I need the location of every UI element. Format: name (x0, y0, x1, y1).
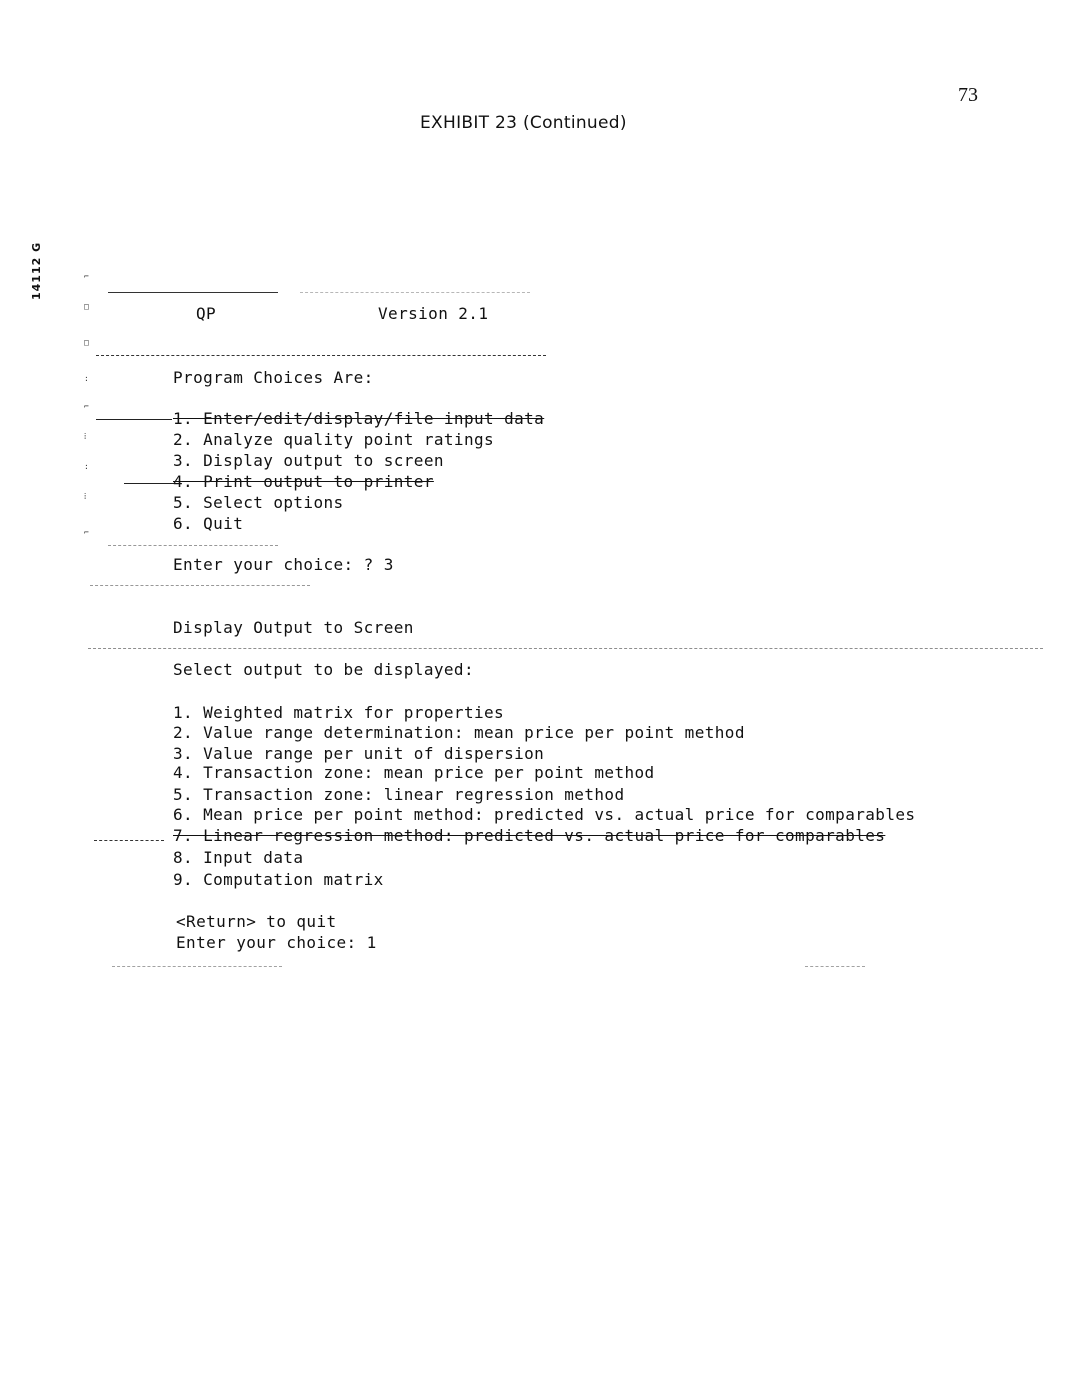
display-item-4: 4. Transaction zone: mean price per point method (173, 763, 655, 782)
display-section-title: Display Output to Screen (173, 618, 414, 637)
display-item-5: 5. Transaction zone: linear regression method (173, 785, 625, 804)
strike-lead-line (96, 419, 172, 420)
header-bottom-rule (96, 355, 546, 356)
side-margin-number: 14112 G (30, 241, 43, 300)
bottom-rule (112, 966, 282, 967)
display-item-6: 6. Mean price per point method: predicted vs. actual price for comparables (173, 805, 916, 824)
header-top-rule (108, 292, 278, 293)
display-item-7: 7. Linear regression method: predicted vs. actual price for comparables (173, 826, 886, 845)
main-menu-item-6: 6. Quit (173, 514, 244, 533)
bottom-rule-right (805, 966, 865, 967)
page-number: 73 (958, 84, 978, 106)
main-menu-prompt: Enter your choice: ? 3 (173, 555, 394, 574)
margin-line-number-strip: ⌐ □ □ : ⌐ ⁞ : ⁞ ⌐ (84, 272, 89, 537)
menu-separator-rule (108, 545, 278, 546)
display-section-rule (88, 648, 1043, 649)
display-section-instruction: Select output to be displayed: (173, 660, 474, 679)
main-menu-item-1: 1. Enter/edit/display/file input data (173, 409, 545, 428)
display-item-8: 8. Input data (173, 848, 304, 867)
main-menu-item-5: 5. Select options (173, 493, 344, 512)
exhibit-title: EXHIBIT 23 (Continued) (420, 113, 627, 133)
display-item-2: 2. Value range determination: mean price per point method (173, 723, 745, 742)
main-menu-item-4: 4. Print output to printer (173, 472, 434, 491)
section-separator-rule (90, 585, 310, 586)
display-section-prompt: Enter your choice: 1 (176, 933, 377, 952)
display-item-1: 1. Weighted matrix for properties (173, 703, 505, 722)
main-menu-item-3: 3. Display output to screen (173, 451, 444, 470)
strike-lead-line (124, 483, 174, 484)
main-menu-item-2: 2. Analyze quality point ratings (173, 430, 495, 449)
program-name: QP (196, 304, 217, 323)
main-menu-title: Program Choices Are: (173, 368, 374, 387)
header-top-rule-faint (300, 292, 530, 293)
display-item-3: 3. Value range per unit of dispersion (173, 744, 545, 763)
program-version: Version 2.1 (378, 304, 489, 323)
strike-lead-line (94, 840, 164, 841)
display-item-9: 9. Computation matrix (173, 870, 384, 889)
return-hint: <Return> to quit (176, 912, 337, 931)
